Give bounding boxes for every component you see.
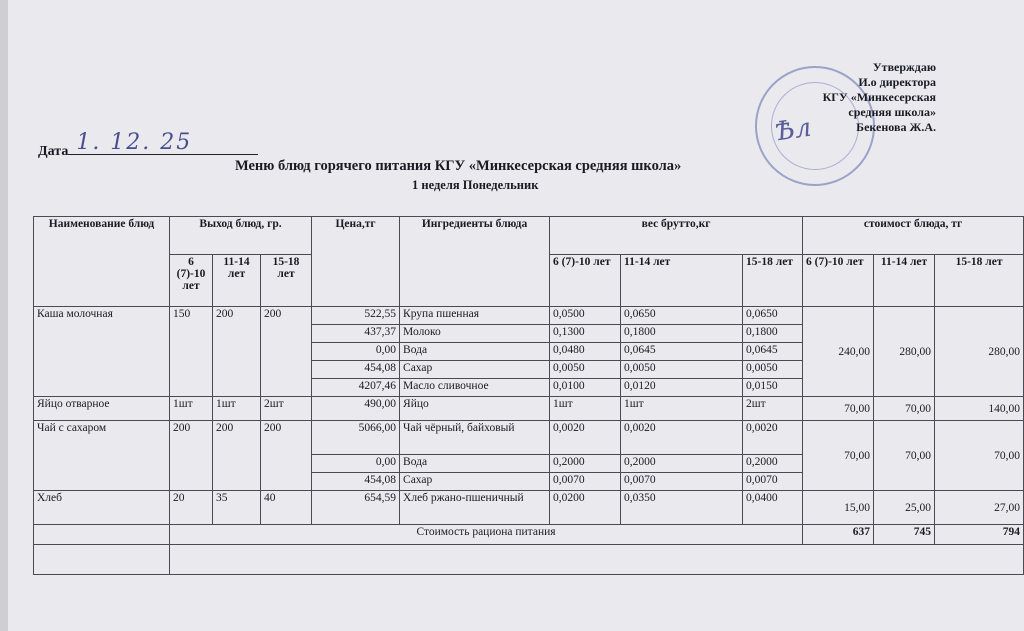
- ingredient-name: Вода: [400, 343, 550, 361]
- ingredient-weight-age2: 0,0050: [621, 361, 743, 379]
- total-age1: 637: [803, 525, 874, 545]
- ingredient-weight-age2: 0,0650: [621, 307, 743, 325]
- header-weight: вес брутто,кг: [550, 217, 803, 255]
- table-row: [34, 307, 1024, 325]
- ingredient-weight-age2: 0,0645: [621, 343, 743, 361]
- header-cost-age3: 15-18 лет: [935, 255, 1024, 307]
- dish-output-age3: 40: [261, 491, 312, 525]
- dish-output-age1: 200: [170, 421, 213, 491]
- table-row: [34, 397, 1024, 421]
- menu-table: [33, 216, 1024, 575]
- ingredient-weight-age2: 0,0120: [621, 379, 743, 397]
- ingredient-name: Молоко: [400, 325, 550, 343]
- table-row: [34, 421, 1024, 455]
- ingredient-weight-age3: 0,0050: [743, 361, 803, 379]
- dish-name: Яйцо отварное: [34, 397, 170, 421]
- dish-output-age2: 1шт: [213, 397, 261, 421]
- header-weight-age1: 6 (7)-10 лет: [550, 255, 621, 307]
- ingredient-weight-age1: 0,0050: [550, 361, 621, 379]
- empty-cell: [170, 545, 1024, 575]
- dish-output-age3: 2шт: [261, 397, 312, 421]
- approval-line: КГУ «Минкесерская: [822, 90, 936, 104]
- table-row: [34, 545, 1024, 575]
- dish-output-age1: 150: [170, 307, 213, 397]
- approval-line: И.о директора: [858, 75, 936, 89]
- dish-output-age1: 1шт: [170, 397, 213, 421]
- page-title: Меню блюд горячего питания КГУ «Минкесерская средняя школа»: [235, 158, 682, 174]
- dish-cost-age1: 240,00: [803, 307, 874, 397]
- dish-output-age2: 200: [213, 307, 261, 397]
- dish-output-age1: 20: [170, 491, 213, 525]
- dish-cost-age1: 70,00: [803, 421, 874, 491]
- ingredient-price: 4207,46: [312, 379, 400, 397]
- total-age2: 745: [874, 525, 935, 545]
- ingredient-name: Чай чёрный, байховый: [400, 421, 550, 455]
- ingredient-price: 437,37: [312, 325, 400, 343]
- ingredient-weight-age1: 0,0500: [550, 307, 621, 325]
- header-cost: стоимост блюда, тг: [803, 217, 1024, 255]
- header-cost-age2: 11-14 лет: [874, 255, 935, 307]
- header-ingredients: Ингредиенты блюда: [400, 217, 550, 307]
- dish-cost-age1: 70,00: [803, 397, 874, 421]
- dish-cost-age2: 280,00: [874, 307, 935, 397]
- dish-cost-age3: 140,00: [935, 397, 1024, 421]
- ingredient-price: 0,00: [312, 455, 400, 473]
- empty-cell: [34, 545, 170, 575]
- ingredient-weight-age1: 0,2000: [550, 455, 621, 473]
- director-signature: Ѣл: [773, 112, 814, 148]
- ingredient-weight-age2: 0,0020: [621, 421, 743, 455]
- ingredient-price: 522,55: [312, 307, 400, 325]
- dish-cost-age2: 70,00: [874, 421, 935, 491]
- date-value: 1. 12. 25: [76, 130, 193, 155]
- ingredient-weight-age2: 0,0070: [621, 473, 743, 491]
- ingredient-weight-age3: 0,0645: [743, 343, 803, 361]
- table-row: [34, 491, 1024, 525]
- ingredient-name: Хлеб ржано-пшеничный: [400, 491, 550, 525]
- ingredient-weight-age3: 2шт: [743, 397, 803, 421]
- ingredient-name: Сахар: [400, 473, 550, 491]
- approval-block: [823, 60, 936, 135]
- dish-output-age3: 200: [261, 307, 312, 397]
- header-weight-age3: 15-18 лет: [743, 255, 803, 307]
- ingredient-weight-age1: 0,0070: [550, 473, 621, 491]
- header-price: Цена,тг: [312, 217, 400, 307]
- ingredient-weight-age1: 0,0480: [550, 343, 621, 361]
- ingredient-weight-age2: 1шт: [621, 397, 743, 421]
- header-output-age1: 6 (7)-10 лет: [170, 255, 213, 307]
- dish-output-age2: 200: [213, 421, 261, 491]
- approval-line: Утверждаю: [872, 60, 936, 74]
- header-output: Выход блюд, гр.: [170, 217, 312, 255]
- date-label: Дата: [38, 144, 69, 159]
- ingredient-price: 490,00: [312, 397, 400, 421]
- ingredient-weight-age2: 0,1800: [621, 325, 743, 343]
- ingredient-weight-age1: 0,0100: [550, 379, 621, 397]
- header-cost-age1: 6 (7)-10 лет: [803, 255, 874, 307]
- total-empty-cell: [34, 525, 170, 545]
- ingredient-name: Масло сливочное: [400, 379, 550, 397]
- dish-cost-age1: 15,00: [803, 491, 874, 525]
- ingredient-weight-age3: 0,0150: [743, 379, 803, 397]
- date-field: [38, 130, 258, 160]
- header-weight-age2: 11-14 лет: [621, 255, 743, 307]
- ingredient-price: 454,08: [312, 361, 400, 379]
- ingredient-weight-age3: 0,0070: [743, 473, 803, 491]
- approval-line: средняя школа»: [848, 105, 936, 119]
- ingredient-name: Яйцо: [400, 397, 550, 421]
- ingredient-weight-age2: 0,2000: [621, 455, 743, 473]
- dish-cost-age3: 280,00: [935, 307, 1024, 397]
- ingredient-weight-age3: 0,1800: [743, 325, 803, 343]
- header-name: Наименование блюд: [34, 217, 170, 307]
- ingredient-price: 454,08: [312, 473, 400, 491]
- ingredient-weight-age3: 0,2000: [743, 455, 803, 473]
- header-output-age3: 15-18 лет: [261, 255, 312, 307]
- dish-name: Каша молочная: [34, 307, 170, 397]
- ingredient-weight-age3: 0,0650: [743, 307, 803, 325]
- ingredient-weight-age1: 0,0200: [550, 491, 621, 525]
- ingredient-weight-age1: 1шт: [550, 397, 621, 421]
- dish-name: Чай с сахаром: [34, 421, 170, 491]
- ingredient-name: Вода: [400, 455, 550, 473]
- dish-cost-age3: 70,00: [935, 421, 1024, 491]
- header-output-age2: 11-14 лет: [213, 255, 261, 307]
- dish-output-age3: 200: [261, 421, 312, 491]
- ingredient-weight-age1: 0,1300: [550, 325, 621, 343]
- dish-output-age2: 35: [213, 491, 261, 525]
- ingredient-price: 0,00: [312, 343, 400, 361]
- dish-cost-age2: 70,00: [874, 397, 935, 421]
- total-row: [34, 525, 1024, 545]
- total-age3: 794: [935, 525, 1024, 545]
- ingredient-name: Сахар: [400, 361, 550, 379]
- ingredient-price: 654,59: [312, 491, 400, 525]
- ingredient-weight-age2: 0,0350: [621, 491, 743, 525]
- ingredient-name: Крупа пшенная: [400, 307, 550, 325]
- dish-name: Хлеб: [34, 491, 170, 525]
- approval-line: Бекенова Ж.А.: [856, 120, 936, 134]
- total-label: Стоимость рациона питания: [170, 525, 803, 545]
- ingredient-price: 5066,00: [312, 421, 400, 455]
- ingredient-weight-age3: 0,0020: [743, 421, 803, 455]
- ingredient-weight-age3: 0,0400: [743, 491, 803, 525]
- page-subtitle: 1 неделя Понедельник: [412, 178, 539, 192]
- date-line: [68, 130, 258, 155]
- ingredient-weight-age1: 0,0020: [550, 421, 621, 455]
- dish-cost-age3: 27,00: [935, 491, 1024, 525]
- dish-cost-age2: 25,00: [874, 491, 935, 525]
